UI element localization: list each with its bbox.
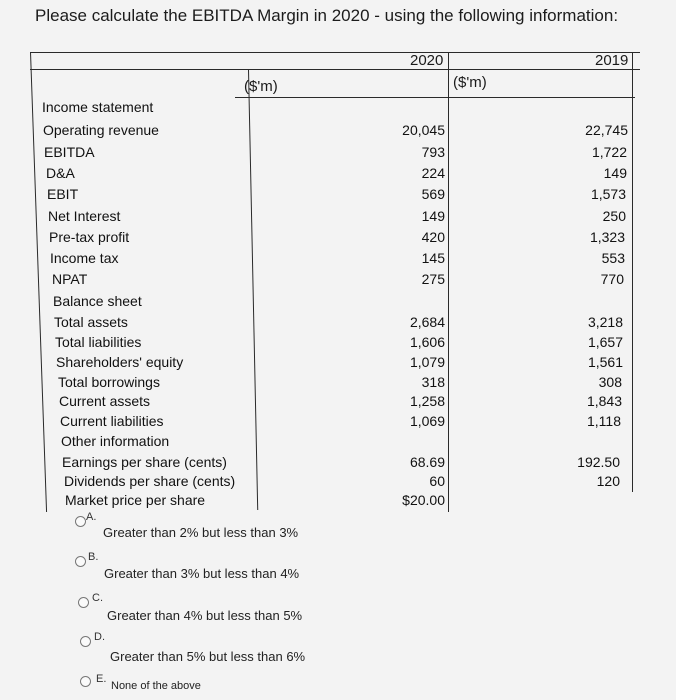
table-col-divider-2: [448, 52, 449, 512]
option-text[interactable]: Greater than 2% but less than 3%: [103, 525, 299, 540]
value-2020: 1,258: [409, 393, 445, 409]
value-2020: 149: [421, 208, 445, 224]
row-label: Operating revenue: [43, 122, 159, 138]
row-label: Total assets: [54, 314, 128, 330]
option-letter: C.: [92, 592, 103, 604]
value-2019: 1,118: [587, 413, 621, 429]
value-2020: 224: [421, 165, 445, 181]
option-text[interactable]: Greater than 4% but less than 5%: [107, 608, 303, 623]
option-text[interactable]: Greater than 5% but less than 6%: [110, 649, 306, 664]
table-right-border: [632, 52, 633, 492]
unit-left: ($'m): [244, 78, 278, 95]
value-2020: 1,606: [409, 334, 445, 350]
radio-button[interactable]: [75, 556, 86, 567]
header-2019: 2019: [595, 52, 629, 69]
unit-mid: ($'m): [453, 74, 487, 91]
value-2019: 1,657: [587, 334, 623, 350]
value-2020: 569: [421, 186, 445, 202]
option-text[interactable]: None of the above: [111, 680, 201, 692]
row-label: NPAT: [52, 271, 88, 287]
option-letter: E.: [96, 673, 107, 685]
table-col-divider-1: [248, 70, 258, 510]
financial-table: [30, 52, 640, 517]
row-label: Balance sheet: [53, 293, 142, 309]
row-label: EBIT: [47, 186, 79, 202]
value-2020: 793: [421, 144, 445, 160]
value-2020: 318: [421, 374, 445, 390]
row-label: Other information: [61, 433, 170, 449]
radio-button[interactable]: [75, 516, 86, 527]
row-label: Pre-tax profit: [49, 229, 130, 245]
row-label: EBITDA: [44, 144, 95, 160]
option-text[interactable]: Greater than 3% but less than 4%: [104, 566, 300, 581]
value-2019: 553: [601, 250, 625, 266]
value-2019: 3,218: [587, 314, 623, 330]
value-2020: 1,069: [409, 413, 445, 429]
row-label: Current liabilities: [60, 413, 164, 429]
value-2020: 275: [421, 271, 445, 287]
value-2020: 1,079: [409, 354, 445, 370]
radio-button[interactable]: [80, 636, 91, 647]
value-2019: 308: [598, 374, 622, 390]
row-label: Income statement: [42, 99, 154, 115]
value-2019: 120: [596, 473, 620, 489]
table-header-rule: [30, 69, 640, 70]
row-label: Total liabilities: [55, 334, 142, 350]
value-2020: 20,045: [402, 122, 445, 138]
option-letter: B.: [88, 551, 99, 563]
row-label: Income tax: [50, 250, 119, 266]
row-label: Current assets: [59, 393, 151, 409]
value-2020: 420: [421, 229, 445, 245]
value-2019: 250: [602, 208, 626, 224]
radio-button[interactable]: [78, 597, 89, 608]
question-text: Please calculate the EBITDA Margin in 2020 - using the following information:: [35, 6, 619, 25]
row-label: D&A: [46, 165, 75, 181]
value-2020: 68.69: [409, 454, 445, 470]
header-2020: 2020: [410, 52, 444, 69]
option-letter: D.: [94, 631, 105, 643]
value-2020: $20.00: [402, 492, 445, 508]
radio-button[interactable]: [80, 676, 91, 687]
row-label: Shareholders' equity: [56, 354, 184, 370]
value-2019: 1,573: [590, 186, 626, 202]
value-2019: 1,843: [586, 393, 622, 409]
value-2019: 770: [600, 271, 624, 287]
value-2019: 192.50: [577, 454, 620, 470]
value-2019: 1,323: [589, 229, 625, 245]
row-label: Total borrowings: [58, 374, 160, 390]
value-2019: 1,722: [591, 144, 627, 160]
row-label: Dividends per share (cents): [64, 473, 236, 489]
value-2020: 145: [421, 250, 445, 266]
row-label: Market price per share: [65, 492, 206, 508]
value-2019: 22,745: [585, 122, 628, 138]
option-letter: A.: [86, 511, 97, 523]
value-2020: 60: [429, 473, 445, 489]
value-2019: 1,561: [587, 354, 623, 370]
value-2020: 2,684: [409, 314, 445, 330]
value-2019: 149: [603, 165, 627, 181]
row-label: Net Interest: [48, 208, 121, 224]
row-label: Earnings per share (cents): [62, 454, 227, 470]
table-left-border: [30, 52, 47, 512]
table-top-border: [30, 52, 640, 53]
table-unit-rule: [235, 97, 635, 98]
